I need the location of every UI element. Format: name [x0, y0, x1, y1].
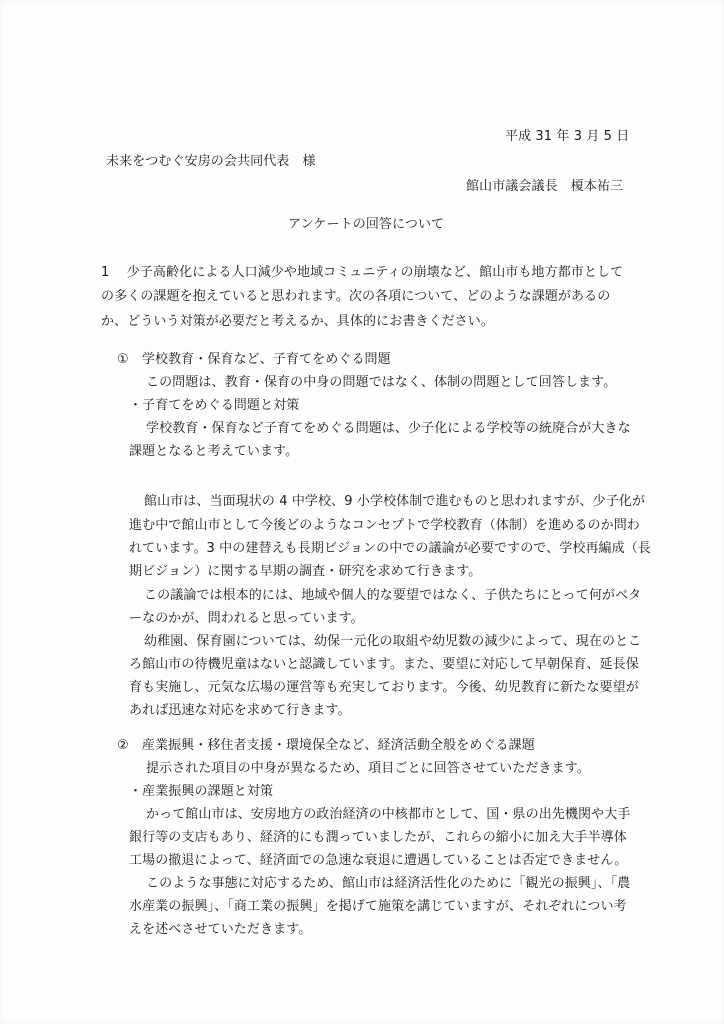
body-line: あれば迅速な対応を求めて行きます。 [129, 703, 351, 718]
section-heading: ② 産業振興・移住者支援・環境保全など、経済活動全般をめぐる課題 [117, 738, 535, 753]
body-line: ーなのかが、問われると思っています。 [129, 611, 364, 626]
document-title: アンケートの回答について [288, 217, 445, 232]
body-line: 課題となると考えています。 [129, 444, 299, 459]
subheading-line: ・産業振興の課題と対策 [129, 784, 274, 799]
subheading-line: ・子育てをめぐる問題と対策 [129, 398, 300, 413]
question-line: の多くの課題を抱えていると思われます。次の各項について、どのような課題があるの [101, 289, 611, 304]
body-line: かって館山市は、安房地方の政治経済の中核都市として、国・県の出先機関や大手 [146, 807, 631, 822]
body-line: この問題は、教育・保育の中身の問題ではなく、体制の問題として回答します。 [146, 375, 617, 390]
body-line: 提示された項目の中身が異なるため、項目ごとに回答させていただきます。 [146, 761, 590, 776]
section-heading: ① 学校教育・保育など、子育てをめぐる問題 [117, 352, 391, 367]
body-line: 水産業の振興」、「商工業の振興」を掲げて施策を講じていますが、それぞれについ考 [129, 899, 627, 914]
body-line: えを述べさせていただきます。 [129, 922, 312, 937]
body-line: れています。3 中の建替えも長期ビジョンの中での議論が必要ですので、学校再編成（長 [129, 541, 651, 556]
body-line: この議論では根本的には、地域や個人的な要望ではなく、子供たちにとって何がベタ [144, 588, 642, 603]
body-line: 育も実施し、元気な広場の運営等も充実しております。今後、幼児教育に新たな要望が [129, 680, 639, 695]
addressee-line: 未来をつむぐ安房の会共同代表 様 [106, 154, 316, 169]
question-line: か、どういう対策が必要だと考えるか、具体的にお書きください。 [101, 314, 495, 329]
body-line: 幼稚園、保育園については、幼保一元化の取組や幼児数の減少によって、現在のとこ [144, 634, 642, 649]
date-line: 平成 31 年 3 月 5 日 [505, 129, 630, 144]
body-line: 館山市は、当面現状の 4 中学校、9 小学校体制で進むものと思われますが、少子化が [144, 494, 646, 509]
body-line: 銀行等の支店もあり、経済的にも潤っていましたが、これらの縮小に加え大手半導体 [129, 830, 627, 845]
body-line: 学校教育・保育など子育てをめぐる問題は、少子化による学校等の統廃合が大きな [146, 421, 631, 436]
sender-line: 館山市議会議長 榎本祐三 [466, 179, 624, 194]
body-line: 工場の撤退によって、経済面での急速な衰退に遭遇していることは否定できません。 [129, 853, 628, 868]
body-line: 期ビジョン）に関する早期の調査・研究を求めて行きます。 [129, 564, 482, 579]
body-line: ろ館山市の待機児童はないと認識しています。また、要望に対応して早朝保育、延長保 [129, 657, 639, 672]
body-line: このような事態に対応するため、館山市は経済活性化のために「観光の振興」、「農 [146, 876, 631, 891]
body-line: 進む中で館山市として今後どのようなコンセプトで学校教育（体制）を進めるのか問わ [129, 518, 640, 533]
question-line: 1 少子高齢化による人口減少や地域コミュニティの崩壊など、館山市も地方都市として [101, 265, 624, 280]
